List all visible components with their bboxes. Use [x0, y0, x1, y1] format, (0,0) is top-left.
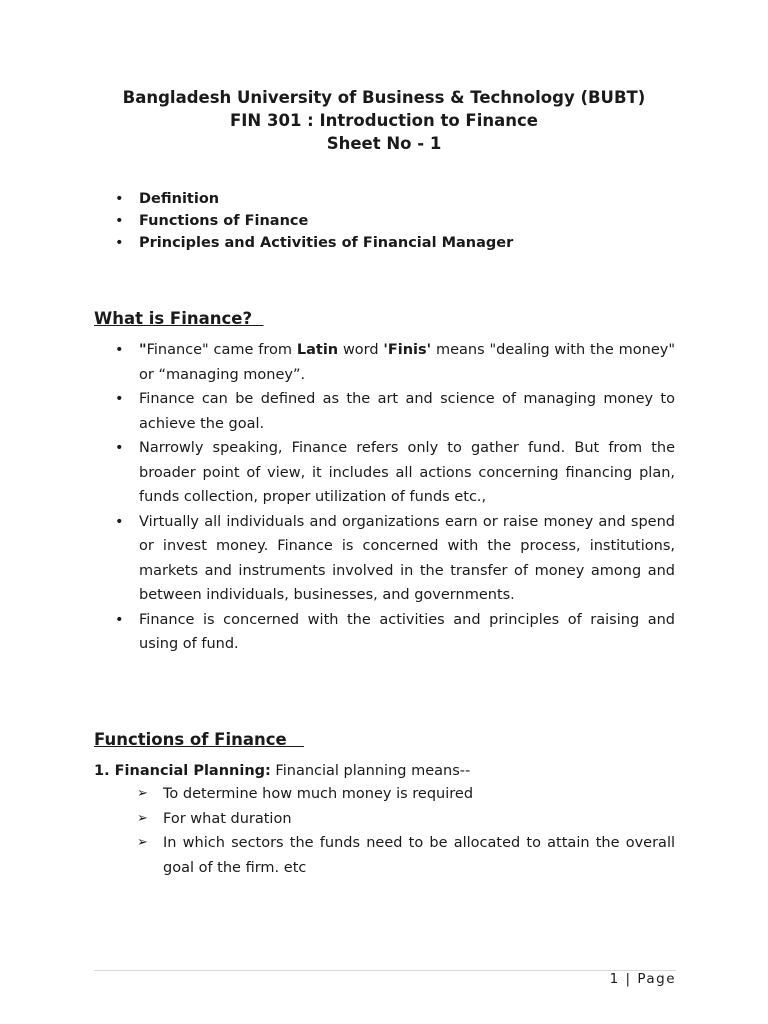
title-block — [0, 86, 768, 155]
list-item: ➢ For what duration — [163, 807, 675, 832]
list-item: • Finance is concerned with the activities and principles of raising and using of fund. — [139, 608, 675, 657]
topic-item: • Definition — [139, 188, 513, 210]
list-item: ➢ In which sectors the funds need to be allocated to attain the overall goal of the firm. etc — [163, 831, 675, 880]
planning-subitems — [137, 782, 675, 880]
page-number: 1 | Page — [609, 971, 676, 987]
functions-heading: Functions of Finance — [94, 730, 304, 749]
finance-definition-list — [139, 338, 675, 657]
sheet-number: Sheet No - 1 — [326, 134, 442, 153]
financial-planning-item — [94, 759, 470, 783]
topic-item: • Principles and Activities of Financial Manager — [139, 232, 513, 254]
topics-list — [139, 188, 513, 254]
what-is-finance-heading: What is Finance? — [94, 309, 264, 328]
arrow-bullet-icon: ➢ — [137, 835, 148, 850]
list-item: • Finance can be defined as the art and science of managing money to achieve the goal. — [139, 387, 675, 436]
topic-item: • Functions of Finance — [139, 210, 513, 232]
university-title: Bangladesh University of Business & Technology (BUBT) — [122, 88, 646, 107]
course-title: FIN 301 : Introduction to Finance — [230, 111, 538, 130]
list-item: • "Finance" came from Latin word 'Finis' means "dealing with the money" or “managing money”. — [139, 338, 675, 387]
financial-planning-text: Financial planning means-- — [270, 763, 471, 779]
arrow-bullet-icon: ➢ — [137, 810, 148, 826]
list-item: • Virtually all individuals and organizations earn or raise money and spend or invest money. Finance is concerned with the process, institutions, markets and instruments involved in the transfer of money among and between individuals, businesses, and governments. — [139, 510, 675, 608]
footer-divider — [94, 970, 676, 971]
list-item: • Narrowly speaking, Finance refers only to gather fund. But from the broader point of view, it includes all actions concerning financing plan, funds collection, proper utilization of funds etc., — [139, 436, 675, 510]
financial-planning-label: 1. Financial Planning: — [94, 763, 271, 779]
arrow-bullet-icon: ➢ — [137, 786, 148, 801]
list-item: ➢ To determine how much money is required — [163, 782, 675, 807]
